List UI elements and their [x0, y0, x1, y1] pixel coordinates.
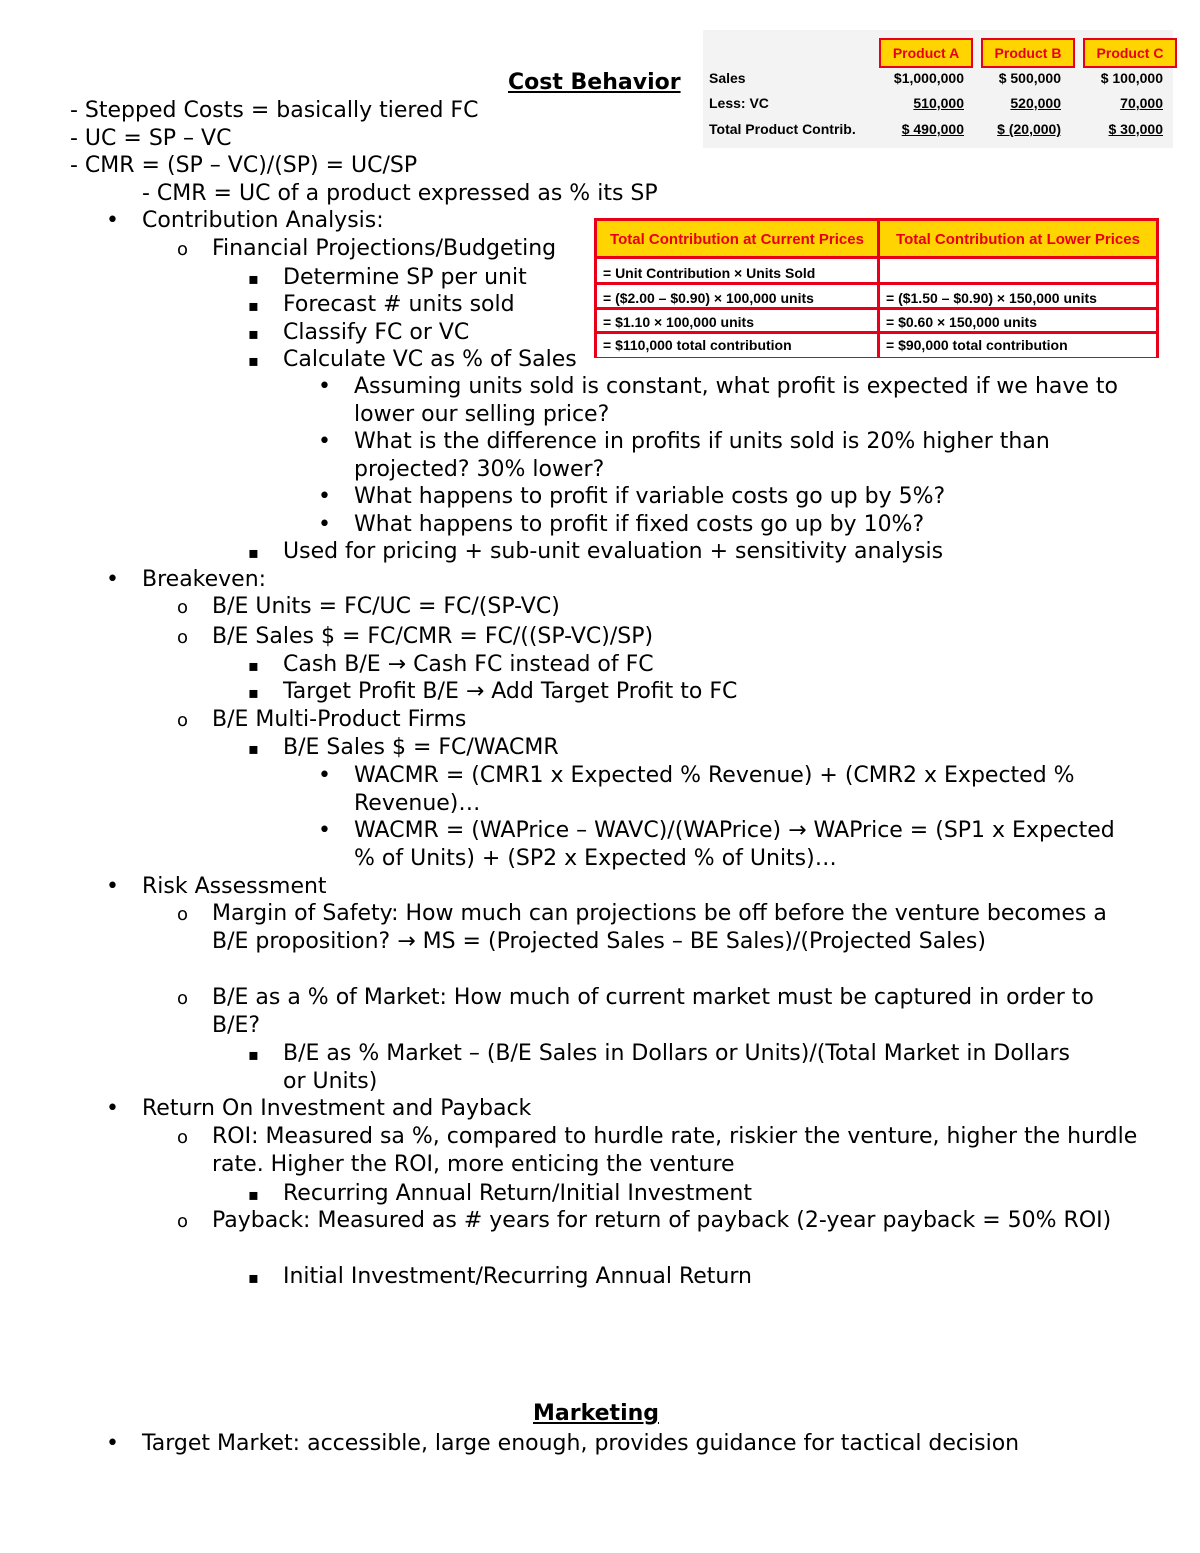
- outline-item: Target Market: accessible, large enough, provides guidance for tactical decision: [142, 1431, 1020, 1456]
- square-bullet-icon: [248, 651, 259, 680]
- outline-item: Margin of Safety: How much can projections be off before the venture becomes a B/E proposition? → MS = (Projected Sales – BE Sales)/(Projected Sales): [212, 901, 1107, 954]
- bullet-icon: [318, 483, 331, 511]
- outline-item: Cash B/E → Cash FC instead of FC: [283, 652, 654, 677]
- contrib-cell: [880, 262, 1156, 285]
- cost-line: - CMR = UC of a product expressed as % its SP: [142, 181, 658, 206]
- outline-item: Financial Projections/Budgeting: [212, 236, 557, 261]
- square-bullet-icon: [248, 291, 259, 320]
- contrib-cell: = $0.60 × 150,000 units: [880, 311, 1156, 334]
- cost-line: - UC = SP – VC: [70, 126, 232, 151]
- square-bullet-icon: [248, 264, 259, 293]
- row-label-vc: Less: VC: [709, 95, 769, 111]
- bullet-icon: [106, 566, 119, 594]
- square-bullet-icon: [248, 346, 259, 375]
- circle-bullet-icon: [177, 900, 188, 929]
- outline-item: Classify FC or VC: [283, 320, 470, 345]
- circle-bullet-icon: [177, 706, 188, 735]
- circle-bullet-icon: [177, 1207, 188, 1236]
- outline-item: Return On Investment and Payback: [142, 1096, 532, 1121]
- contribution-table: [594, 218, 1159, 358]
- contrib-header-current: Total Contribution at Current Prices: [597, 221, 877, 259]
- cell-value: $ (20,000): [997, 121, 1061, 137]
- cell-value: $1,000,000: [893, 70, 964, 86]
- bullet-icon: [318, 817, 331, 845]
- row-label-sales: Sales: [709, 70, 746, 86]
- outline-item: What happens to profit if variable costs go up by 5%?: [354, 484, 946, 509]
- outline-item: Breakeven:: [142, 567, 267, 592]
- contrib-cell: = Unit Contribution × Units Sold: [597, 262, 877, 285]
- outline-item: WACMR = (CMR1 x Expected % Revenue) + (CMR2 x Expected % Revenue)…: [354, 763, 1075, 816]
- bullet-icon: [106, 207, 119, 235]
- square-bullet-icon: [248, 1040, 259, 1069]
- outline-item: B/E as a % of Market: How much of current market must be captured in order to B/E?: [212, 985, 1094, 1038]
- cell-value: 510,000: [913, 95, 964, 111]
- cell-value: 520,000: [1010, 95, 1061, 111]
- cell-value: $ 500,000: [998, 70, 1061, 86]
- bullet-icon: [318, 373, 331, 401]
- square-bullet-icon: [248, 1180, 259, 1209]
- outline-item: Determine SP per unit: [283, 265, 527, 290]
- bullet-icon: [318, 511, 331, 539]
- row-label-total: Total Product Contrib.: [709, 121, 856, 137]
- product-contribution-table: [703, 30, 1173, 148]
- square-bullet-icon: [248, 734, 259, 763]
- bullet-icon: [318, 762, 331, 790]
- bullet-icon: [318, 428, 331, 456]
- outline-item: B/E Units = FC/UC = FC/(SP-VC): [212, 594, 560, 619]
- outline-item: Recurring Annual Return/Initial Investment: [283, 1181, 752, 1206]
- bullet-icon: [106, 1095, 119, 1123]
- cost-line: - Stepped Costs = basically tiered FC: [70, 98, 479, 123]
- square-bullet-icon: [248, 538, 259, 567]
- outline-item: B/E as % Market – (B/E Sales in Dollars or Units)/(Total Market in Dollars or Units): [283, 1041, 1071, 1094]
- outline-item: Target Profit B/E → Add Target Profit to FC: [283, 679, 738, 704]
- outline-item: ROI: Measured sa %, compared to hurdle rate, riskier the venture, higher the hurdle rate. Higher the ROI, more enticing the venture: [212, 1124, 1138, 1177]
- circle-bullet-icon: [177, 984, 188, 1013]
- section-title-marketing: Marketing: [533, 1401, 660, 1426]
- cell-value: $ 30,000: [1108, 121, 1163, 137]
- section-title-cost-behavior: Cost Behavior: [508, 70, 681, 95]
- outline-item: B/E Sales $ = FC/WACMR: [283, 735, 559, 760]
- circle-bullet-icon: [177, 593, 188, 622]
- outline-item: Risk Assessment: [142, 874, 327, 899]
- cell-value: 70,000: [1120, 95, 1163, 111]
- cost-line: - CMR = (SP – VC)/(SP) = UC/SP: [70, 153, 418, 178]
- product-a-header: Product A: [879, 38, 973, 68]
- outline-item: B/E Sales $ = FC/CMR = FC/((SP-VC)/SP): [212, 624, 654, 649]
- outline-item: Calculate VC as % of Sales: [283, 347, 577, 372]
- square-bullet-icon: [248, 319, 259, 348]
- contrib-cell: = $90,000 total contribution: [880, 334, 1156, 357]
- circle-bullet-icon: [177, 1123, 188, 1152]
- bullet-icon: [106, 1430, 119, 1458]
- circle-bullet-icon: [177, 623, 188, 652]
- contrib-cell: = ($2.00 – $0.90) × 100,000 units: [597, 287, 877, 310]
- outline-item: Payback: Measured as # years for return of payback (2-year payback = 50% ROI): [212, 1208, 1112, 1233]
- outline-item: Contribution Analysis:: [142, 208, 384, 233]
- outline-item: B/E Multi-Product Firms: [212, 707, 467, 732]
- outline-item: Forecast # units sold: [283, 292, 515, 317]
- outline-item: Used for pricing + sub-unit evaluation + sensitivity analysis: [283, 539, 944, 564]
- outline-item: Assuming units sold is constant, what profit is expected if we have to lower our selling price?: [354, 374, 1119, 427]
- bullet-icon: [106, 873, 119, 901]
- contrib-cell: = ($1.50 – $0.90) × 150,000 units: [880, 287, 1156, 310]
- contrib-cell: = $110,000 total contribution: [597, 334, 877, 357]
- square-bullet-icon: [248, 1263, 259, 1292]
- cell-value: $ 490,000: [901, 121, 964, 137]
- outline-item: WACMR = (WAPrice – WAVC)/(WAPrice) → WAPrice = (SP1 x Expected % of Units) + (SP2 x Expected % of Units)…: [354, 818, 1115, 871]
- contrib-cell: = $1.10 × 100,000 units: [597, 311, 877, 334]
- outline-item: What happens to profit if fixed costs go up by 10%?: [354, 512, 925, 537]
- table-divider: [877, 221, 880, 355]
- product-c-header: Product C: [1083, 38, 1177, 68]
- circle-bullet-icon: [177, 235, 188, 264]
- cell-value: $ 100,000: [1100, 70, 1163, 86]
- outline-item: What is the difference in profits if units sold is 20% higher than projected? 30% lower?: [354, 429, 1050, 482]
- square-bullet-icon: [248, 678, 259, 707]
- contrib-header-lower: Total Contribution at Lower Prices: [880, 221, 1156, 259]
- outline-item: Initial Investment/Recurring Annual Return: [283, 1264, 752, 1289]
- product-b-header: Product B: [981, 38, 1075, 68]
